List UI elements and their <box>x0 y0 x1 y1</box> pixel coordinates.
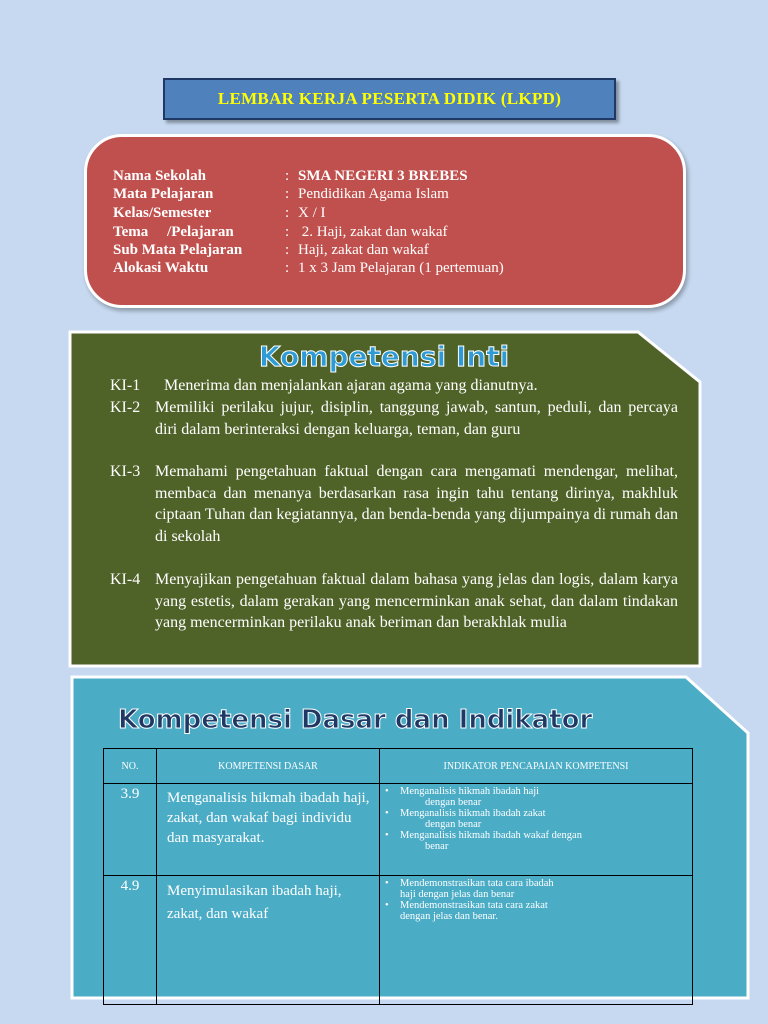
info-row-class <box>113 205 326 223</box>
school-info-panel <box>84 134 686 308</box>
indikator-line: Menganalisis hikmah ibadah zakat <box>400 808 546 819</box>
header-kd: KOMPETENSI DASAR <box>157 749 380 784</box>
indikator-line: dengan jelas dan benar. <box>400 911 498 922</box>
ki-item-1 <box>110 375 678 397</box>
info-row-subtopic <box>113 242 429 260</box>
info-colon: : <box>285 260 290 276</box>
ki-text: Memahami pengetahuan faktual dengan cara mengamati mendengar, melihat, membaca dan menanya berdasarkan rasa ingin tahu tentang dirinya, makhluk ciptaan Tuhan dan kegiatannya, dan benda-benda yang dijumpainya di rumah dan di sekolah <box>155 463 678 545</box>
indikator-line: Menganalisis hikmah ibadah wakaf dengan <box>400 830 582 841</box>
header-no: NO. <box>104 749 157 784</box>
info-label: Tema /Pelajaran <box>113 224 234 240</box>
info-value: 2. Haji, zakat dan wakaf <box>298 224 448 240</box>
info-label: Alokasi Waktu <box>113 260 209 276</box>
info-value: SMA NEGERI 3 BREBES <box>298 168 468 184</box>
ki-item-3 <box>110 461 678 547</box>
info-colon: : <box>285 224 290 240</box>
ki-text: Memiliki perilaku jujur, disiplin, tanggung jawab, santun, peduli, dan percaya diri dalam berinteraksi dengan keluarga, teman, dan guru <box>155 399 678 438</box>
indikator-line: haji dengan jelas dan benar <box>400 889 515 900</box>
table-row <box>104 784 693 876</box>
info-row-time <box>113 260 504 278</box>
row-kd: Menganalisis hikmah ibadah haji, zakat, dan wakaf bagi individu dan masyarakat. <box>157 784 380 876</box>
table-row <box>104 876 693 1005</box>
info-row-school <box>113 168 468 186</box>
info-colon: : <box>285 242 290 258</box>
ki-text: Menerima dan menjalankan ajaran agama yang dianutnya. <box>164 377 538 394</box>
row-no: 3.9 <box>104 784 157 876</box>
row-indikator <box>380 784 693 876</box>
ki-code: KI-2 <box>110 399 141 416</box>
ki-code: KI-4 <box>110 571 141 588</box>
row-no: 4.9 <box>104 876 157 1005</box>
info-value: Haji, zakat dan wakaf <box>298 242 429 258</box>
indikator-item <box>400 900 690 922</box>
info-label: Nama Sekolah <box>113 168 206 184</box>
ki-code: KI-3 <box>110 463 141 480</box>
info-label: Sub Mata Pelajaran <box>113 242 243 258</box>
kd-heading: Kompetensi Dasar dan Indikator <box>118 705 593 735</box>
info-value: 1 x 3 Jam Pelajaran (1 pertemuan) <box>298 260 504 276</box>
indikator-item <box>400 878 690 900</box>
indikator-line: Mendemonstrasikan tata cara ibadah <box>400 878 554 889</box>
indikator-line: Menganalisis hikmah ibadah haji <box>400 786 540 797</box>
info-value: Pendidikan Agama Islam <box>298 186 449 202</box>
ki-heading: Kompetensi Inti <box>258 340 510 373</box>
row-kd: Menyimulasikan ibadah haji, zakat, dan wakaf <box>157 876 380 1005</box>
table-header-row <box>104 749 693 784</box>
title-banner <box>163 78 616 120</box>
info-colon: : <box>285 168 290 184</box>
info-value: X / I <box>298 205 326 221</box>
ki-text: Menyajikan pengetahuan faktual dalam bahasa yang jelas dan logis, dalam karya yang estetis, dalam gerakan yang mencerminkan anak sehat, dan dalam tindakan yang mencerminkan perilaku anak beriman dan berakhlak mulia <box>155 571 678 631</box>
indikator-item <box>400 830 690 852</box>
ki-code: KI-1 <box>110 377 141 394</box>
row-indikator <box>380 876 693 1005</box>
indikator-item <box>400 786 690 808</box>
ki-item-4 <box>110 569 678 634</box>
info-label: Kelas/Semester <box>113 205 212 221</box>
info-colon: : <box>285 205 290 221</box>
indikator-line: benar <box>425 841 449 852</box>
info-colon: : <box>285 186 290 202</box>
indikator-line: dengan benar <box>425 819 482 830</box>
info-row-theme <box>113 224 448 242</box>
document-title: LEMBAR KERJA PESERTA DIDIK (LKPD) <box>217 89 562 108</box>
info-row-subject <box>113 186 449 204</box>
indikator-line: dengan benar <box>425 797 482 808</box>
indikator-item <box>400 808 690 830</box>
ki-item-2 <box>110 397 678 440</box>
info-label: Mata Pelajaran <box>113 186 214 202</box>
indikator-line: Mendemonstrasikan tata cara zakat <box>400 900 548 911</box>
kd-table <box>103 748 693 1005</box>
header-indikator: INDIKATOR PENCAPAIAN KOMPETENSI <box>380 749 693 784</box>
